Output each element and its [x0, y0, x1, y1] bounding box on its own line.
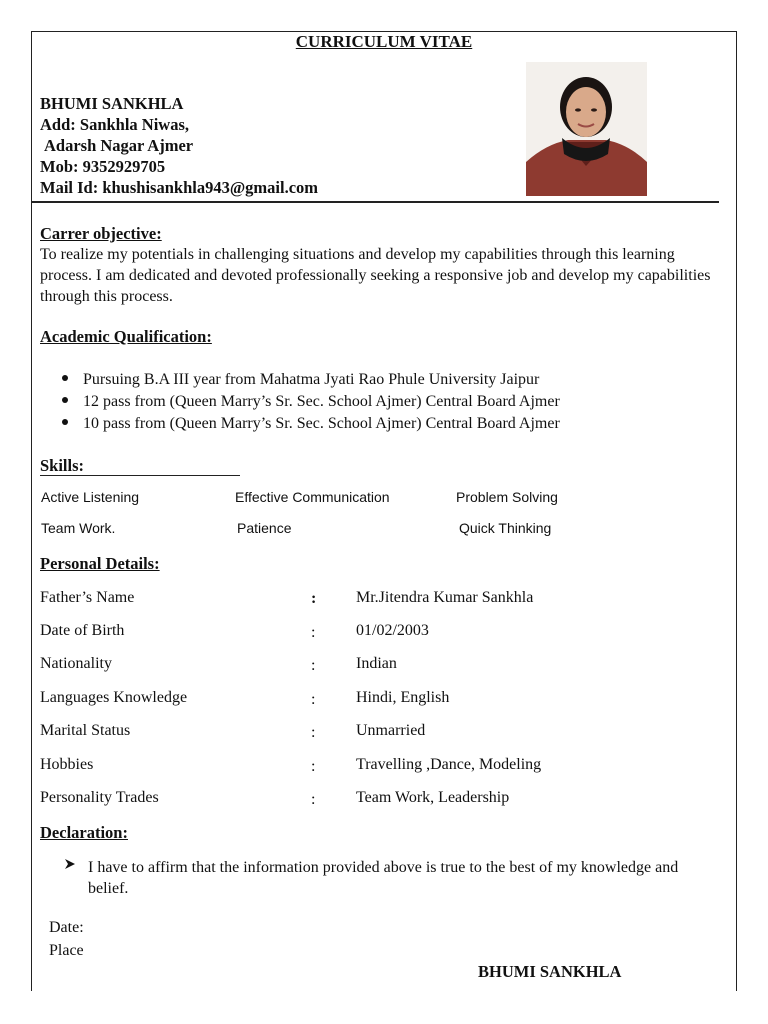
mobile: Mob: 9352929705: [40, 157, 166, 176]
academic-heading: Academic Qualification:: [40, 327, 212, 346]
detail-value: Hindi, English: [356, 689, 450, 706]
skill-item: Team Work.: [41, 520, 116, 536]
skill-item: Effective Communication: [235, 489, 390, 505]
candidate-name: BHUMI SANKHLA: [40, 94, 184, 113]
personal-heading: Personal Details:: [40, 554, 160, 573]
declaration-text: I have to affirm that the information provided above is true to the best of my knowledge and belief.: [88, 859, 679, 897]
detail-value: Mr.Jitendra Kumar Sankhla: [356, 589, 534, 606]
date-label: Date:: [49, 919, 84, 936]
detail-label: Hobbies: [40, 756, 94, 773]
detail-separator: :: [311, 758, 316, 775]
email: Mail Id: khushisankhla943@gmail.com: [40, 178, 319, 197]
detail-separator: :: [311, 691, 316, 708]
detail-value: Travelling ,Dance, Modeling: [356, 756, 542, 773]
detail-label: Marital Status: [40, 722, 131, 739]
place-label: Place: [49, 942, 84, 959]
detail-value: 01/02/2003: [356, 622, 429, 639]
detail-separator: :: [311, 791, 316, 808]
list-item: Pursuing B.A III year from Mahatma Jyati Rao Phule University Jaipur: [62, 371, 539, 389]
detail-separator: :: [311, 624, 316, 641]
skill-item: Problem Solving: [456, 489, 558, 505]
address-line-1: Add: Sankhla Niwas,: [40, 115, 190, 134]
address-line-2: Adarsh Nagar Ajmer: [44, 136, 194, 155]
bullet-icon: [62, 419, 68, 425]
detail-separator: :: [311, 590, 317, 607]
skills-underline: [40, 475, 240, 476]
skill-item: Active Listening: [41, 489, 140, 505]
bullet-icon: [62, 375, 68, 381]
detail-label: Date of Birth: [40, 622, 125, 639]
document-title: CURRICULUM VITAE: [295, 32, 473, 51]
bullet-icon: [62, 397, 68, 403]
skill-item: Patience: [237, 520, 292, 536]
detail-label: Father’s Name: [40, 589, 135, 606]
detail-value: Unmarried: [356, 722, 426, 739]
detail-label: Personality Trades: [40, 789, 159, 806]
skills-heading: Skills:: [40, 456, 85, 475]
detail-label: Nationality: [40, 655, 112, 672]
objective-text: To realize my potentials in challenging situations and develop my capabilities through this learning process. I am dedicated and devoted professionally seeking a responsive job and develop my capabilities through this process.: [40, 246, 711, 305]
objective-heading: Carrer objective:: [40, 224, 162, 243]
detail-separator: :: [311, 724, 316, 741]
detail-value: Indian: [356, 655, 397, 672]
declaration-heading: Declaration:: [40, 823, 128, 842]
header-divider: [31, 201, 719, 203]
detail-value: Team Work, Leadership: [356, 789, 510, 806]
signature-name: BHUMI SANKHLA: [478, 962, 622, 981]
profile-photo: [526, 62, 647, 196]
list-item: 12 pass from (Queen Marry’s Sr. Sec. School Ajmer) Central Board Ajmer: [62, 393, 560, 411]
detail-separator: :: [311, 657, 316, 674]
skill-item: Quick Thinking: [459, 520, 552, 536]
detail-label: Languages Knowledge: [40, 689, 188, 706]
list-item: 10 pass from (Queen Marry’s Sr. Sec. School Ajmer) Central Board Ajmer: [62, 415, 560, 433]
arrow-bullet-icon: [64, 857, 76, 876]
